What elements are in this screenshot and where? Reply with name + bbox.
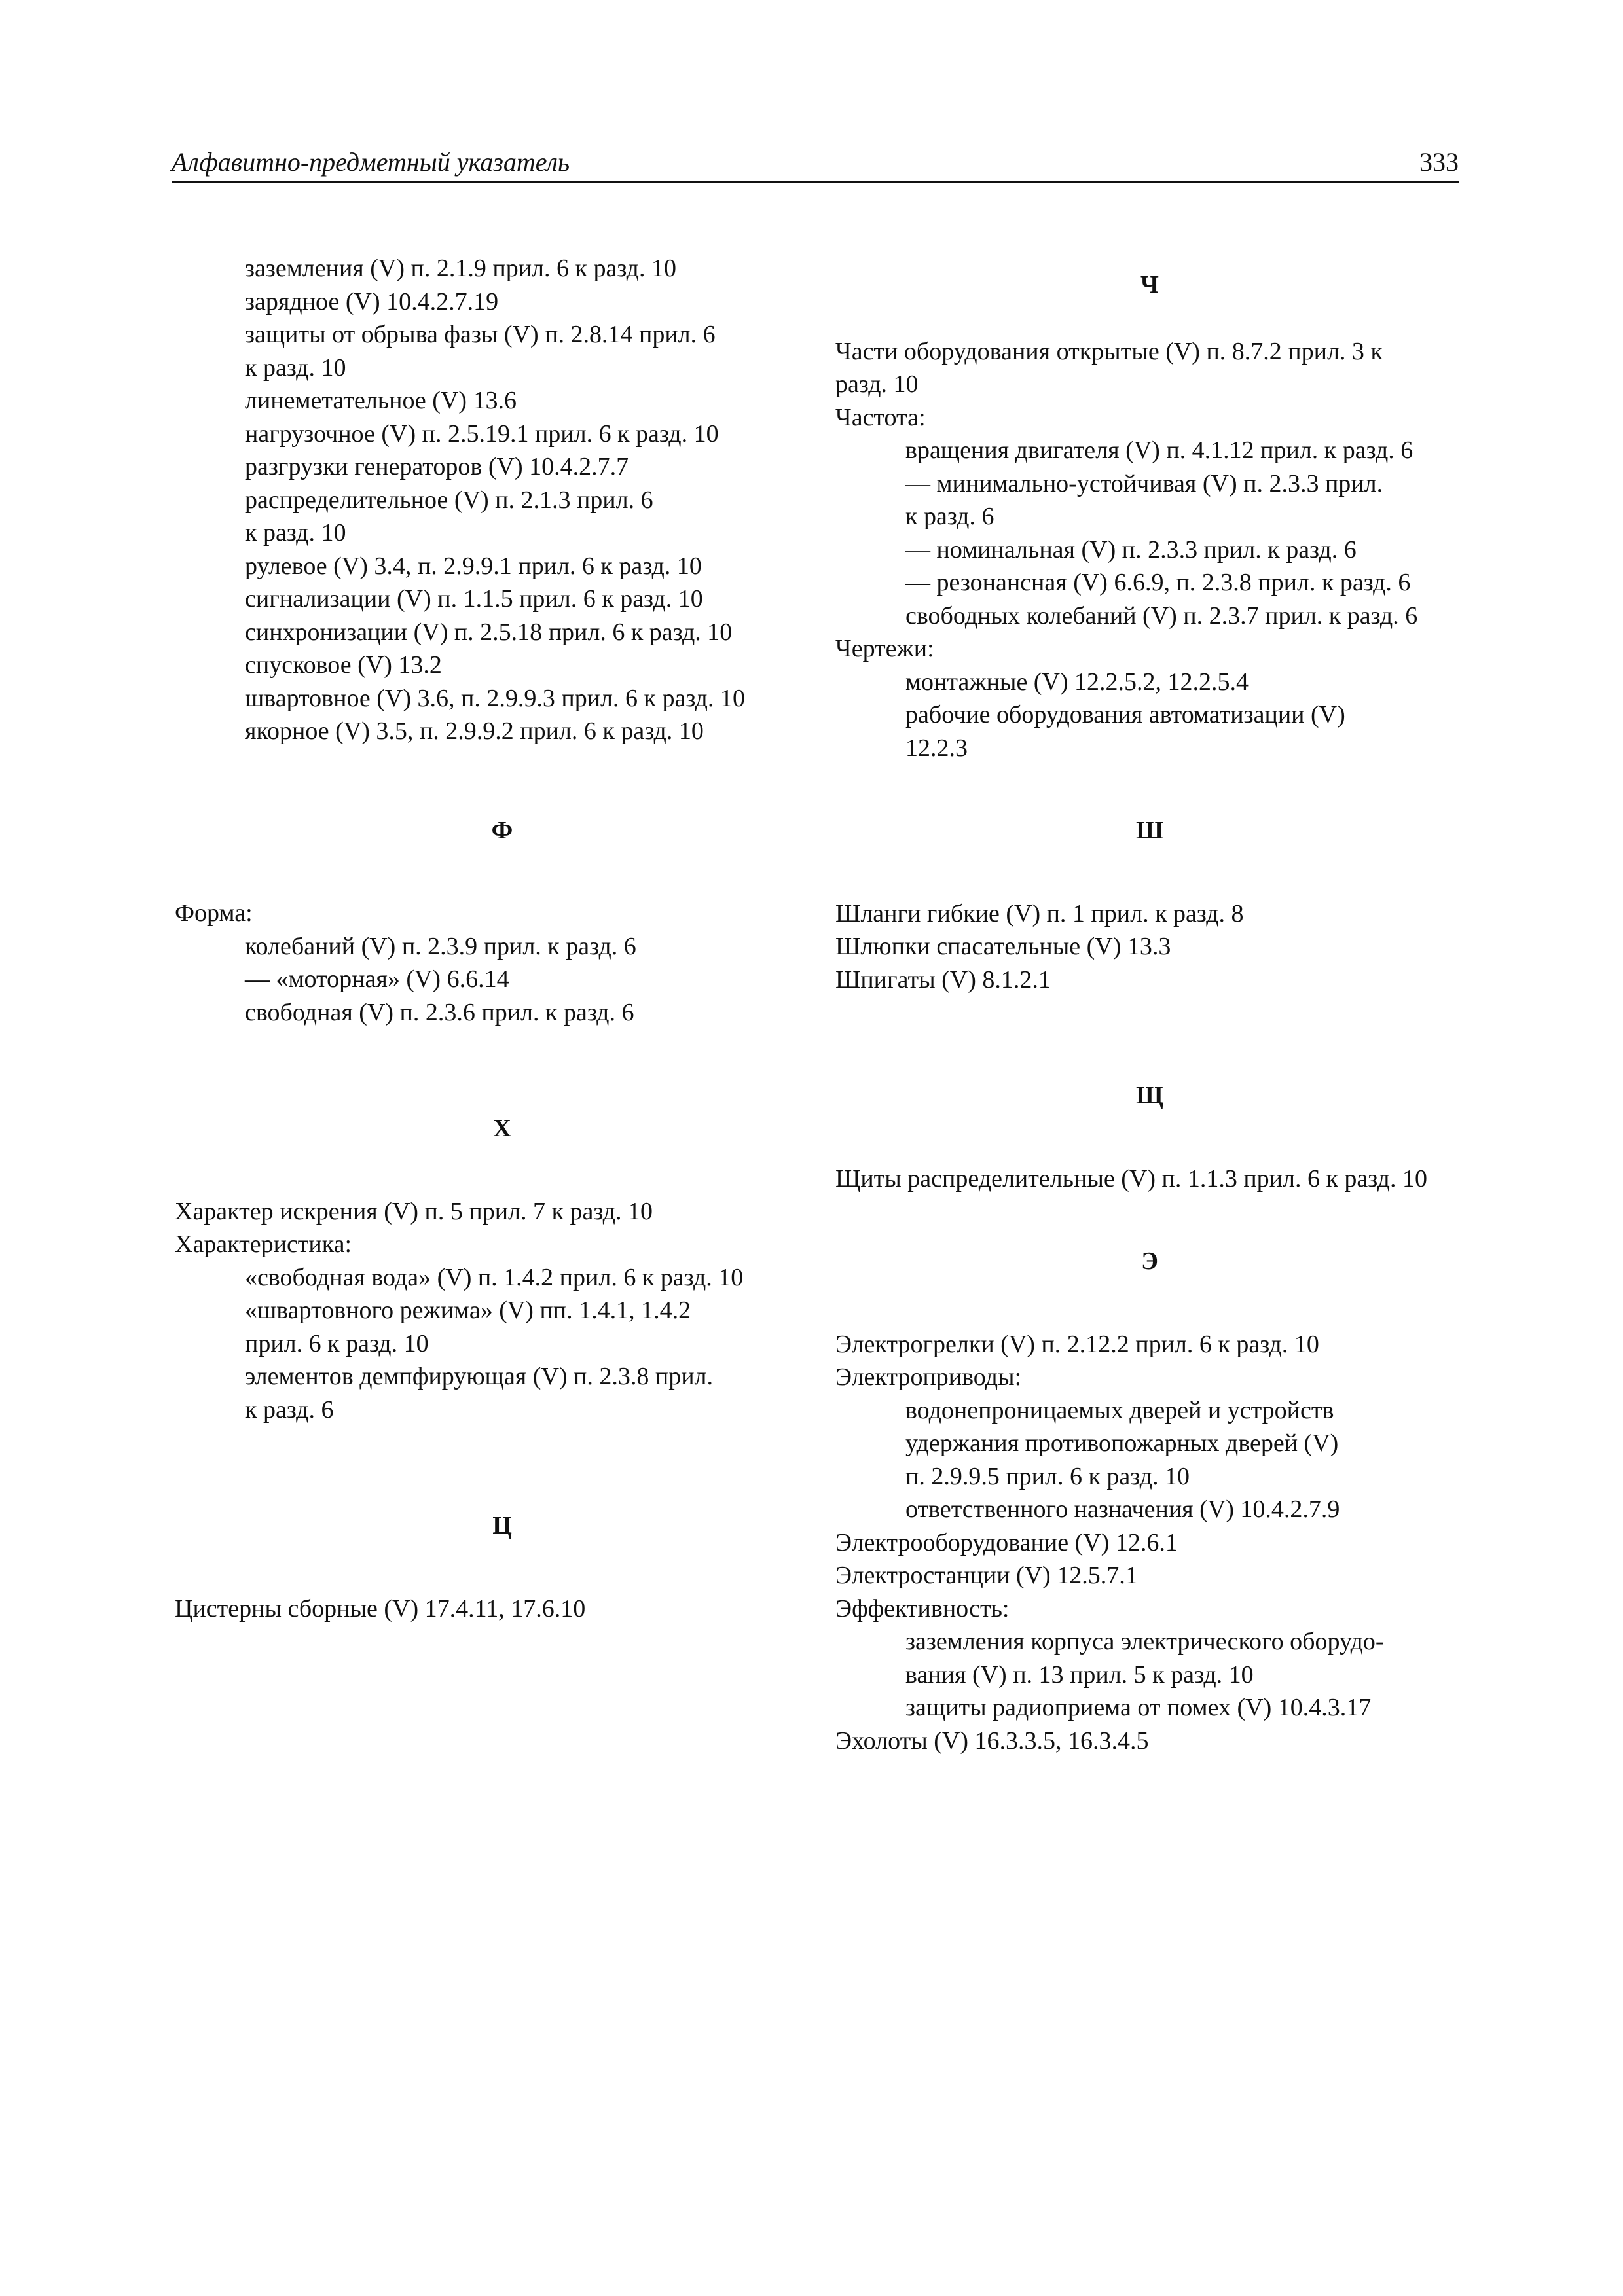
index-subentry: к разд. 10: [245, 353, 346, 382]
index-subentry: швартовное (V) 3.6, п. 2.9.9.3 прил. 6 к разд. 10: [245, 684, 745, 712]
index-subentry: якорное (V) 3.5, п. 2.9.9.2 прил. 6 к разд. 10: [245, 717, 704, 745]
section-letter-shch: Щ: [1136, 1082, 1163, 1109]
index-entry: Шлюпки спасательные (V) 13.3: [835, 933, 1171, 960]
index-subentry: — резонансная (V) 6.6.9, п. 2.3.8 прил. к разд. 6: [905, 569, 1411, 596]
section-letter-sh: Ш: [1136, 817, 1163, 844]
running-header: [172, 144, 1459, 183]
section-letter-e: Э: [1141, 1247, 1158, 1275]
index-subentry: монтажные (V) 12.2.5.2, 12.2.5.4: [905, 668, 1249, 696]
section-letter-kh: Х: [493, 1115, 511, 1142]
index-subentry: заземления (V) п. 2.1.9 прил. 6 к разд. 10: [245, 255, 676, 282]
index-subentry: зарядное (V) 10.4.2.7.19: [245, 287, 499, 315]
index-entry: Шланги гибкие (V) п. 1 прил. к разд. 8: [835, 899, 1244, 927]
index-entry: Электростанции (V) 12.5.7.1: [835, 1562, 1138, 1589]
index-subentry: удержания противопожарных дверей (V): [905, 1429, 1339, 1457]
index-column-right: [835, 252, 1464, 1757]
index-entry: Электрооборудование (V) 12.6.1: [835, 1528, 1178, 1556]
index-subentry: спусковое (V) 13.2: [245, 651, 442, 679]
section-letter-ch: Ч: [1140, 271, 1159, 298]
index-entry: Эффективность:: [835, 1594, 1010, 1623]
index-entry: Части оборудования открытые (V) п. 8.7.2 прил. 3 к: [835, 337, 1383, 365]
index-subentry: колебаний (V) п. 2.3.9 прил. к разд. 6: [245, 932, 636, 960]
index-subentry: элементов демпфирующая (V) п. 2.3.8 прил.: [245, 1363, 714, 1390]
index-subentry: сигнализации (V) п. 1.1.5 прил. 6 к разд. 10: [245, 585, 703, 613]
index-entry: Щиты распределительные (V) п. 1.1.3 прил. 6 к разд. 10: [835, 1164, 1427, 1193]
index-subentry: заземления корпуса электрического оборудо-: [905, 1628, 1384, 1655]
index-subentry: свободная (V) п. 2.3.6 прил. к разд. 6: [245, 998, 634, 1026]
index-subentry: разгрузки генераторов (V) 10.4.2.7.7: [245, 453, 629, 480]
index-entry: Форма:: [175, 899, 253, 927]
index-subentry: ответственного назначения (V) 10.4.2.7.9: [905, 1496, 1340, 1523]
index-subentry: синхронизации (V) п. 2.5.18 прил. 6 к разд. 10: [245, 618, 733, 646]
index-entry: Шпигаты (V) 8.1.2.1: [835, 965, 1051, 994]
index-subentry: линеметательное (V) 13.6: [245, 387, 517, 414]
index-subentry: к разд. 6: [245, 1395, 334, 1424]
index-column-left: [175, 252, 830, 1625]
index-subentry: защиты от обрыва фазы (V) п. 2.8.14 прил. 6: [245, 321, 716, 348]
index-subentry: рулевое (V) 3.4, п. 2.9.9.1 прил. 6 к разд. 10: [245, 552, 702, 580]
page-number: 333: [1419, 147, 1459, 177]
index-subentry: водонепроницаемых дверей и устройств: [905, 1396, 1334, 1424]
index-subentry: 12.2.3: [905, 734, 968, 762]
index-entry: Характер искрения (V) п. 5 прил. 7 к разд. 10: [175, 1197, 653, 1225]
index-subentry: — «моторная» (V) 6.6.14: [245, 965, 509, 993]
index-subentry: «свободная вода» (V) п. 1.4.2 прил. 6 к разд. 10: [245, 1263, 744, 1291]
index-entry: разд. 10: [835, 370, 919, 398]
index-subentry: — номинальная (V) п. 2.3.3 прил. к разд. 6: [905, 535, 1357, 564]
index-entry: Цистерны сборные (V) 17.4.11, 17.6.10: [175, 1594, 586, 1623]
index-entry: Частота:: [835, 403, 926, 431]
index-subentry: нагрузочное (V) п. 2.5.19.1 прил. 6 к разд. 10: [245, 420, 719, 448]
index-subentry: свободных колебаний (V) п. 2.3.7 прил. к разд. 6: [905, 601, 1418, 630]
index-entry: Электроприводы:: [835, 1363, 1022, 1391]
index-subentry: к разд. 10: [245, 519, 346, 547]
index-subentry: «швартовного режима» (V) пп. 1.4.1, 1.4.2: [245, 1297, 691, 1324]
index-subentry: вания (V) п. 13 прил. 5 к разд. 10: [905, 1660, 1254, 1689]
index-entry: Электрогрелки (V) п. 2.12.2 прил. 6 к разд. 10: [835, 1330, 1319, 1358]
index-entry: Эхолоты (V) 16.3.3.5, 16.3.4.5: [835, 1727, 1149, 1755]
section-letter-f: Ф: [491, 816, 513, 844]
index-subentry: рабочие оборудования автоматизации (V): [905, 701, 1345, 728]
index-subentry: — минимально-устойчивая (V) п. 2.3.3 прил.: [905, 469, 1383, 497]
running-title: Алфавитно-предметный указатель: [172, 147, 570, 177]
section-letter-ts: Ц: [492, 1512, 512, 1539]
index-entry: Чертежи:: [835, 635, 934, 662]
index-subentry: вращения двигателя (V) п. 4.1.12 прил. к разд. 6: [905, 437, 1413, 464]
index-subentry: к разд. 6: [905, 503, 994, 530]
index-subentry: п. 2.9.9.5 прил. 6 к разд. 10: [905, 1462, 1190, 1490]
index-subentry: защиты радиоприема от помех (V) 10.4.3.17: [905, 1694, 1372, 1721]
index-subentry: прил. 6 к разд. 10: [245, 1329, 429, 1357]
index-subentry: распределительное (V) п. 2.1.3 прил. 6: [245, 486, 653, 514]
index-entry: Характеристика:: [175, 1230, 352, 1258]
